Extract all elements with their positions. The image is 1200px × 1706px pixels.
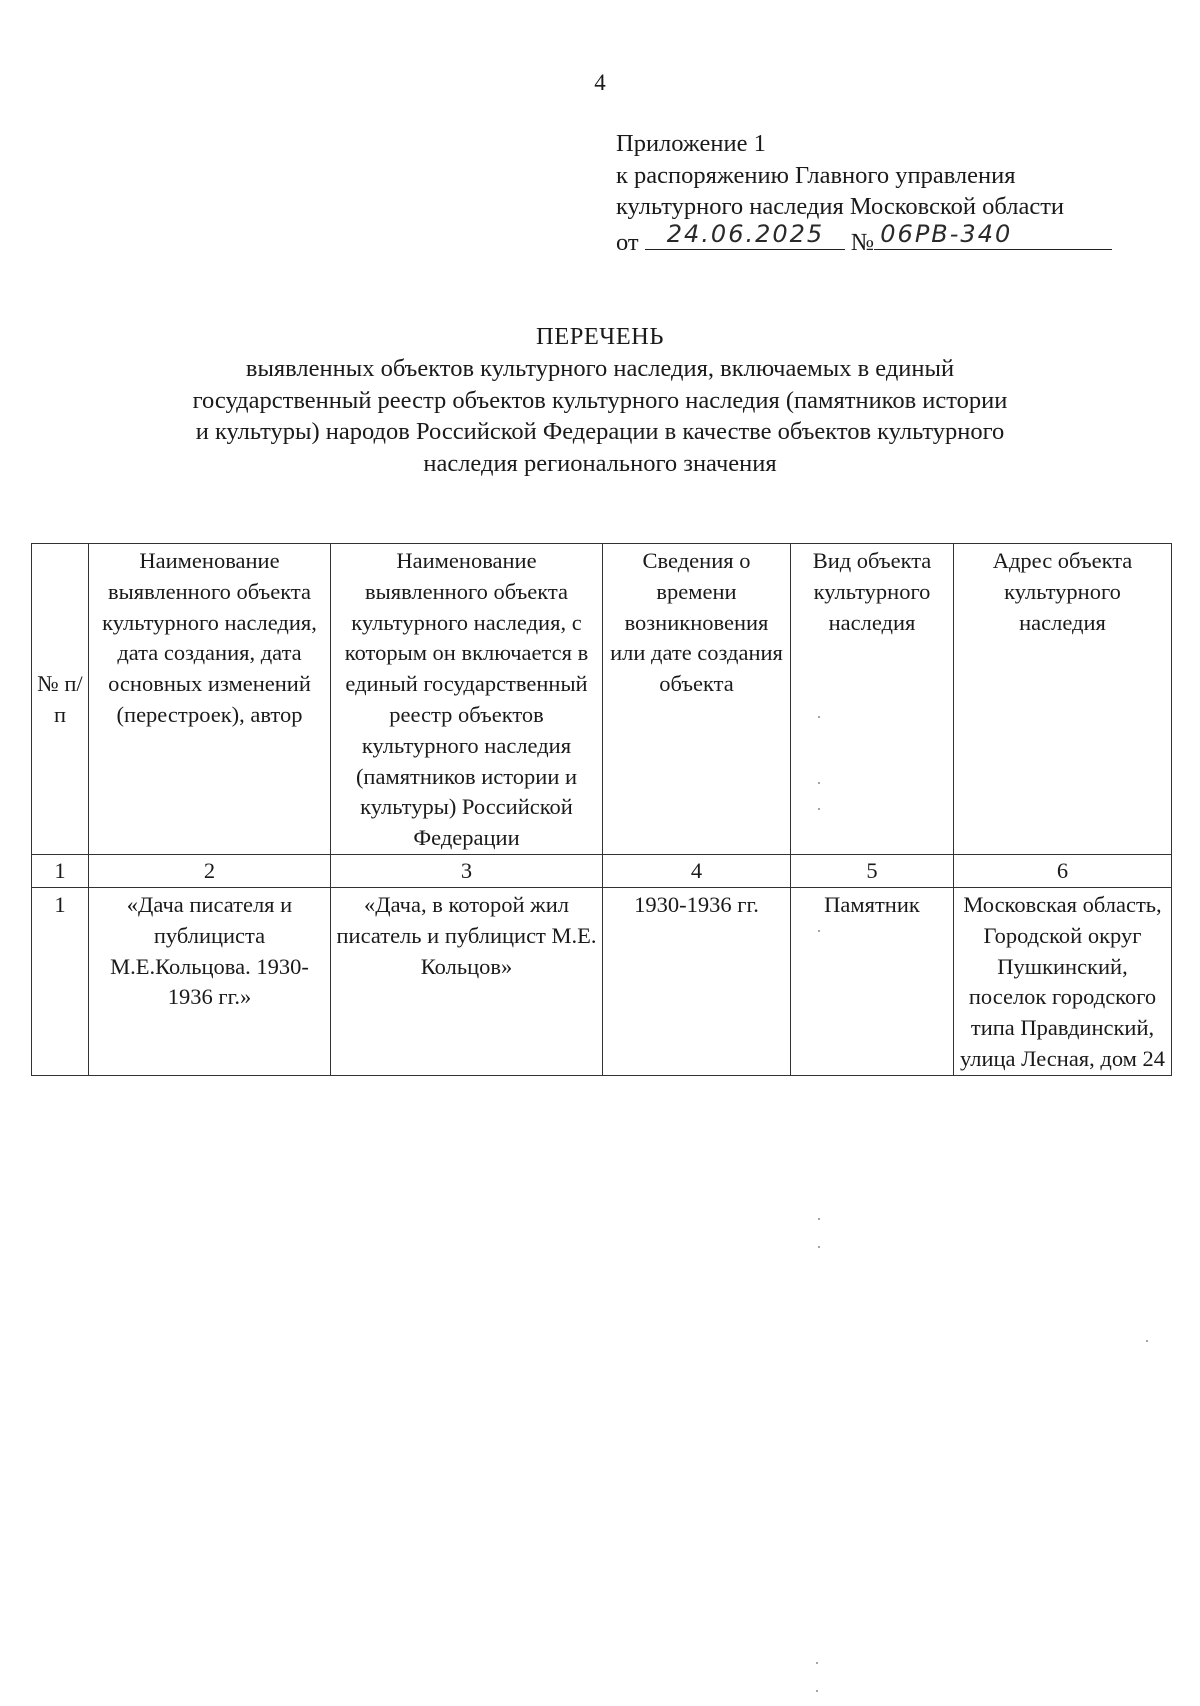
- column-number: 4: [603, 854, 791, 887]
- header-object-name: Наименование выявленного объекта культурного наследия, дата создания, дата основных изменений (перестроек), автор: [89, 544, 331, 855]
- object-name: «Дача писателя и публициста М.Е.Кольцова. 1930-1936 гг.»: [89, 887, 331, 1075]
- handwritten-number: 06РВ-340: [880, 220, 1013, 248]
- table-header-row: [32, 544, 1172, 855]
- table-row: [32, 887, 1172, 1075]
- title-heading: ПЕРЕЧЕНЬ: [536, 323, 664, 350]
- handwritten-date: 24.06.2025: [666, 220, 825, 248]
- number-field: [874, 220, 1112, 250]
- from-label: от: [616, 228, 639, 256]
- object-address: Московская область, Городской округ Пушкинский, поселок городского типа Правдинский, улица Лесная, дом 24: [954, 887, 1172, 1075]
- scan-speck: [818, 1246, 820, 1248]
- title-line-4: наследия регионального значения: [423, 450, 777, 478]
- header-number: № п/п: [32, 544, 89, 855]
- title-line-3: и культуры) народов Российской Федерации в качестве объектов культурного: [195, 418, 1005, 446]
- scan-speck: [816, 1690, 818, 1692]
- appendix-line-2: к распоряжению Главного управления: [616, 161, 1016, 189]
- page-number: 4: [594, 70, 606, 95]
- registry-name: «Дача, в которой жил писатель и публицист М.Е. Кольцов»: [331, 887, 603, 1075]
- column-number: 6: [954, 854, 1172, 887]
- date-field: [645, 220, 845, 250]
- creation-date: 1930-1936 гг.: [603, 887, 791, 1075]
- object-type: Памятник: [791, 887, 954, 1075]
- scan-speck: [818, 930, 820, 932]
- column-number: 3: [331, 854, 603, 887]
- scan-speck: [818, 808, 820, 810]
- appendix-line-1: Приложение 1: [616, 130, 766, 157]
- header-object-type: Вид объекта культурного наследия: [791, 544, 954, 855]
- heritage-registry-table: [31, 543, 1172, 1076]
- number-label: №: [850, 228, 875, 256]
- appendix-block: [616, 128, 1112, 258]
- column-number: 1: [32, 854, 89, 887]
- appendix-line-3: культурного наследия Московской области: [616, 193, 1065, 220]
- scan-speck: [1146, 1340, 1148, 1342]
- scan-speck: [816, 1662, 818, 1664]
- row-number: 1: [32, 887, 89, 1075]
- header-creation-date: Сведения о времени возникновения или дате создания объекта: [603, 544, 791, 855]
- column-number: 5: [791, 854, 954, 887]
- appendix-date-line: [616, 220, 1112, 259]
- header-address: Адрес объекта культурного наследия: [954, 544, 1172, 855]
- scan-speck: [818, 782, 820, 784]
- scan-speck: [818, 1218, 820, 1220]
- header-registry-name: Наименование выявленного объекта культурного наследия, с которым он включается в единый государственный реестр объектов культурного наследия (памятников истории и культуры) Российской Федерации: [331, 544, 603, 855]
- document-title: [0, 321, 1200, 480]
- column-number: 2: [89, 854, 331, 887]
- scan-speck: [818, 716, 820, 718]
- title-line-1: выявленных объектов культурного наследия, включаемых в единый: [245, 354, 955, 382]
- title-line-2: государственный реестр объектов культурного наследия (памятников истории: [192, 386, 1008, 414]
- column-number-row: [32, 854, 1172, 887]
